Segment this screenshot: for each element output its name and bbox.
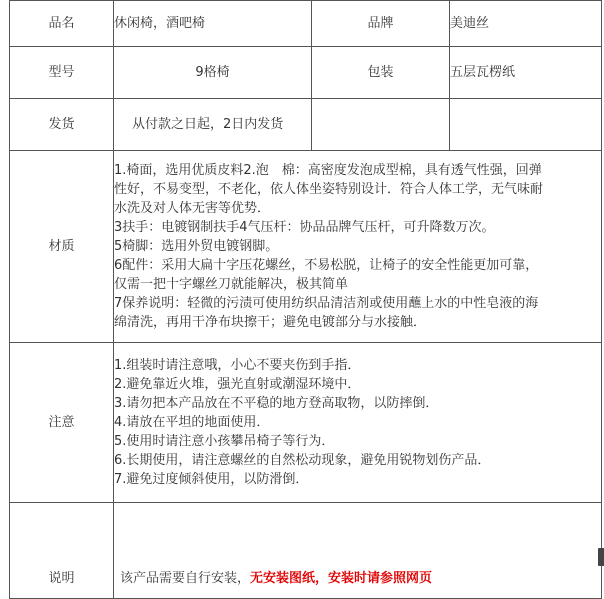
- row-notice: [10, 343, 602, 503]
- material-line: 绵清洗，再用干净布块擦干；避免电镀部分与水接触．: [114, 315, 427, 330]
- material-line: 5椅脚：选用外贸电镀钢脚。: [114, 239, 279, 254]
- brand-value: 美迪丝: [450, 1, 602, 47]
- notice-list: [114, 343, 602, 503]
- model-label: 型号: [10, 47, 114, 99]
- notice-line: 1.组装时请注意哦，小心不要夹伤到手指．: [114, 358, 361, 373]
- description-highlight: 无安装图纸，安装时请参照网页: [250, 571, 433, 586]
- notice-line: 2.避免靠近火堆，强光直射或潮湿环境中．: [114, 377, 361, 392]
- material-description: [114, 151, 602, 343]
- row-material: [10, 151, 602, 343]
- material-line: 3扶手：电镀钢制扶手4气压杆：协品品牌气压杆，可升降数万次。: [114, 220, 495, 235]
- description-plain: 该产品需要自行安装，: [120, 571, 251, 586]
- notice-line: 7.避免过度倾斜使用，以防滑倒．: [114, 472, 309, 487]
- description-text: [114, 503, 602, 599]
- row-description: [10, 503, 602, 599]
- row-shipping: [10, 99, 602, 151]
- page-edge-marker: [598, 548, 604, 566]
- package-label: 包装: [312, 47, 450, 99]
- shipping-value: 从付款之日起，2日内发货: [114, 99, 312, 151]
- model-value: 9格椅: [114, 47, 312, 99]
- brand-label: 品牌: [312, 1, 450, 47]
- product-name-value: 休闲椅，酒吧椅: [114, 1, 312, 47]
- material-label: 材质: [10, 151, 114, 343]
- shipping-label: 发货: [10, 99, 114, 151]
- row-product-name: [10, 1, 602, 47]
- material-line: 水洗及对人体无害等优势．: [114, 201, 271, 216]
- product-spec-table: [9, 0, 602, 599]
- material-line: 6配件：采用大扁十字压花螺丝，不易松脱，让椅子的安全性能更加可靠，: [114, 258, 539, 273]
- notice-label: 注意: [10, 343, 114, 503]
- empty-cell: [312, 99, 450, 151]
- notice-line: 4.请放在平坦的地面使用．: [114, 415, 270, 430]
- material-line: 1.椅面，选用优质皮料2.泡 棉：高密度发泡成型棉，具有透气性强，回弹: [114, 163, 542, 178]
- product-name-label: 品名: [10, 1, 114, 47]
- notice-line: 6.长期使用，请注意螺丝的自然松动现象，避免用锐物划伤产品．: [114, 453, 491, 468]
- notice-line: 5.使用时请注意小孩攀吊椅子等行为．: [114, 434, 335, 449]
- material-line: 仅需一把十字螺丝刀就能解决，极其简单: [114, 277, 349, 292]
- notice-line: 3.请勿把本产品放在不平稳的地方登高取物，以防摔倒．: [114, 396, 439, 411]
- description-label: 说明: [10, 503, 114, 599]
- material-line: 性好，不易变型，不老化，依人体坐姿特别设计．符合人体工学，无气味耐: [114, 182, 544, 197]
- row-model: [10, 47, 602, 99]
- material-line: 7保养说明：轻微的污渍可使用纺织品清洁剂或使用蘸上水的中性皂液的海: [114, 296, 539, 311]
- empty-cell: [450, 99, 602, 151]
- package-value: 五层瓦楞纸: [450, 47, 602, 99]
